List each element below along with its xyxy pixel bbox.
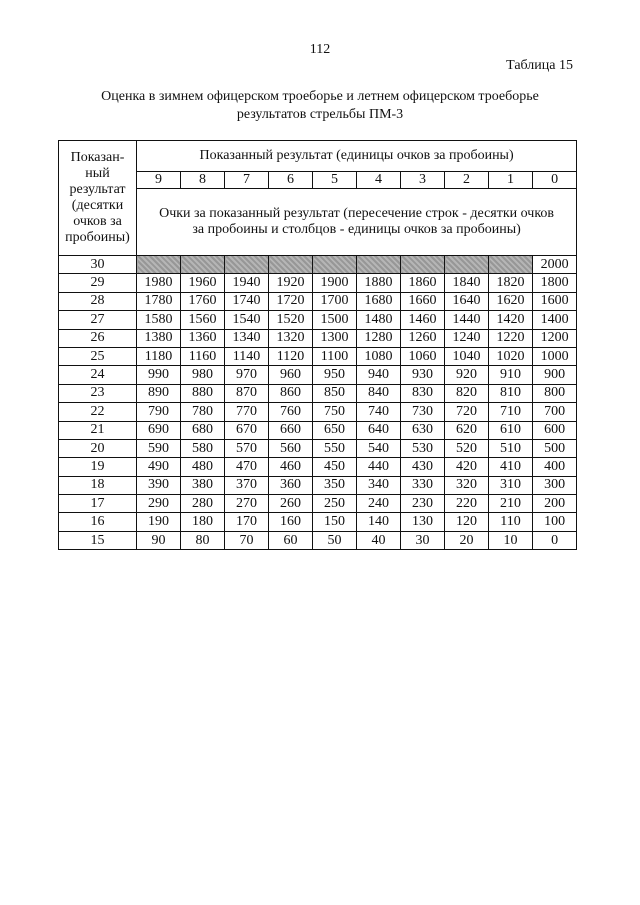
score-cell: 300 xyxy=(533,476,577,494)
score-cell: 460 xyxy=(269,458,313,476)
score-cell: 580 xyxy=(181,439,225,457)
score-cell: 1960 xyxy=(181,274,225,292)
tens-cell: 21 xyxy=(59,421,137,439)
corner-header-line: (десятки xyxy=(71,198,124,213)
score-cell: 1120 xyxy=(269,347,313,365)
score-cell: 310 xyxy=(489,476,533,494)
score-cell: 1240 xyxy=(445,329,489,347)
score-cell: 550 xyxy=(313,439,357,457)
score-cell: 40 xyxy=(357,531,401,549)
score-cell: 920 xyxy=(445,366,489,384)
score-cell: 900 xyxy=(533,366,577,384)
score-cell xyxy=(445,256,489,274)
score-cell: 880 xyxy=(181,384,225,402)
score-cell: 1740 xyxy=(225,292,269,310)
score-cell: 90 xyxy=(137,531,181,549)
score-cell: 1900 xyxy=(313,274,357,292)
score-cell: 120 xyxy=(445,513,489,531)
score-cell: 1760 xyxy=(181,292,225,310)
score-cell: 700 xyxy=(533,403,577,421)
score-cell: 320 xyxy=(445,476,489,494)
score-cell: 350 xyxy=(313,476,357,494)
score-cell: 130 xyxy=(401,513,445,531)
score-cell: 830 xyxy=(401,384,445,402)
score-cell: 560 xyxy=(269,439,313,457)
units-header: Показанный результат (единицы очков за пробоины) xyxy=(137,141,577,172)
score-cell: 690 xyxy=(137,421,181,439)
score-cell: 710 xyxy=(489,403,533,421)
score-cell: 390 xyxy=(137,476,181,494)
score-cell: 1380 xyxy=(137,329,181,347)
table-row xyxy=(59,458,577,476)
score-cell: 380 xyxy=(181,476,225,494)
title-line-1: Оценка в зимнем офицерском троеборье и летнем офицерском троеборье xyxy=(101,89,539,104)
score-cell: 1300 xyxy=(313,329,357,347)
score-cell: 400 xyxy=(533,458,577,476)
score-cell: 420 xyxy=(445,458,489,476)
score-cell: 1660 xyxy=(401,292,445,310)
corner-header-line: ный xyxy=(85,166,110,181)
page-number: 112 xyxy=(309,42,331,57)
tens-cell: 25 xyxy=(59,347,137,365)
score-cell: 330 xyxy=(401,476,445,494)
score-cell: 1400 xyxy=(533,311,577,329)
score-cell: 360 xyxy=(269,476,313,494)
score-cell: 1520 xyxy=(269,311,313,329)
unit-column-header: 3 xyxy=(401,172,445,189)
score-cell: 1800 xyxy=(533,274,577,292)
document-title xyxy=(0,88,640,124)
score-cell: 1200 xyxy=(533,329,577,347)
score-cell: 990 xyxy=(137,366,181,384)
score-cell: 1220 xyxy=(489,329,533,347)
table-row xyxy=(59,366,577,384)
score-cell: 540 xyxy=(357,439,401,457)
score-cell: 620 xyxy=(445,421,489,439)
score-cell: 220 xyxy=(445,495,489,513)
unit-column-header: 8 xyxy=(181,172,225,189)
score-cell: 1280 xyxy=(357,329,401,347)
score-cell: 0 xyxy=(533,531,577,549)
score-cell: 670 xyxy=(225,421,269,439)
unit-column-header: 6 xyxy=(269,172,313,189)
score-cell xyxy=(401,256,445,274)
score-cell: 720 xyxy=(445,403,489,421)
score-cell: 910 xyxy=(489,366,533,384)
score-cell: 500 xyxy=(533,439,577,457)
score-cell: 1880 xyxy=(357,274,401,292)
score-cell: 1780 xyxy=(137,292,181,310)
table-row xyxy=(59,439,577,457)
corner-header-line: Показан- xyxy=(70,150,125,165)
score-cell: 610 xyxy=(489,421,533,439)
score-cell xyxy=(313,256,357,274)
score-cell: 1480 xyxy=(357,311,401,329)
score-cell: 1500 xyxy=(313,311,357,329)
score-cell: 1640 xyxy=(445,292,489,310)
score-cell xyxy=(225,256,269,274)
score-cell: 810 xyxy=(489,384,533,402)
score-cell: 1700 xyxy=(313,292,357,310)
tens-cell: 16 xyxy=(59,513,137,531)
table-row xyxy=(59,531,577,549)
score-cell: 1940 xyxy=(225,274,269,292)
score-cell: 1340 xyxy=(225,329,269,347)
score-cell: 1620 xyxy=(489,292,533,310)
score-cell: 1860 xyxy=(401,274,445,292)
corner-header-line: очков за xyxy=(73,214,122,229)
score-cell: 1100 xyxy=(313,347,357,365)
score-cell: 870 xyxy=(225,384,269,402)
table-row xyxy=(59,256,577,274)
score-cell: 230 xyxy=(401,495,445,513)
tens-cell: 24 xyxy=(59,366,137,384)
score-cell: 480 xyxy=(181,458,225,476)
score-cell: 890 xyxy=(137,384,181,402)
score-cell: 850 xyxy=(313,384,357,402)
tens-cell: 27 xyxy=(59,311,137,329)
score-cell xyxy=(489,256,533,274)
score-cell: 750 xyxy=(313,403,357,421)
score-cell: 1680 xyxy=(357,292,401,310)
table-row xyxy=(59,513,577,531)
corner-header-line: результат xyxy=(69,182,126,197)
score-cell: 200 xyxy=(533,495,577,513)
score-cell: 100 xyxy=(533,513,577,531)
tens-cell: 18 xyxy=(59,476,137,494)
score-cell: 790 xyxy=(137,403,181,421)
tens-cell: 15 xyxy=(59,531,137,549)
score-cell: 410 xyxy=(489,458,533,476)
description-header xyxy=(137,189,577,256)
score-cell xyxy=(181,256,225,274)
score-cell: 490 xyxy=(137,458,181,476)
tens-cell: 30 xyxy=(59,256,137,274)
table-row xyxy=(59,347,577,365)
score-cell: 960 xyxy=(269,366,313,384)
score-cell: 590 xyxy=(137,439,181,457)
description-line-1: Очки за показанный результат (пересечение строк - десятки очков xyxy=(159,206,555,221)
tens-cell: 22 xyxy=(59,403,137,421)
score-cell: 1160 xyxy=(181,347,225,365)
score-cell: 240 xyxy=(357,495,401,513)
score-cell: 10 xyxy=(489,531,533,549)
score-cell: 760 xyxy=(269,403,313,421)
score-cell: 1000 xyxy=(533,347,577,365)
score-cell: 660 xyxy=(269,421,313,439)
tens-cell: 19 xyxy=(59,458,137,476)
score-cell: 190 xyxy=(137,513,181,531)
score-cell: 930 xyxy=(401,366,445,384)
score-cell: 170 xyxy=(225,513,269,531)
score-cell: 1460 xyxy=(401,311,445,329)
unit-column-header: 1 xyxy=(489,172,533,189)
score-cell: 70 xyxy=(225,531,269,549)
unit-columns-row xyxy=(59,172,577,189)
score-cell: 1540 xyxy=(225,311,269,329)
score-cell: 1420 xyxy=(489,311,533,329)
score-cell: 280 xyxy=(181,495,225,513)
score-cell: 150 xyxy=(313,513,357,531)
corner-header xyxy=(59,141,137,256)
unit-column-header: 2 xyxy=(445,172,489,189)
score-cell: 50 xyxy=(313,531,357,549)
tens-cell: 28 xyxy=(59,292,137,310)
score-cell: 1840 xyxy=(445,274,489,292)
table-row xyxy=(59,476,577,494)
score-cell: 1080 xyxy=(357,347,401,365)
score-cell: 450 xyxy=(313,458,357,476)
score-cell: 800 xyxy=(533,384,577,402)
score-cell: 510 xyxy=(489,439,533,457)
score-cell: 1060 xyxy=(401,347,445,365)
score-cell: 1600 xyxy=(533,292,577,310)
table-row xyxy=(59,495,577,513)
score-cell: 180 xyxy=(181,513,225,531)
score-cell: 1140 xyxy=(225,347,269,365)
score-cell: 1820 xyxy=(489,274,533,292)
score-cell: 1580 xyxy=(137,311,181,329)
score-cell: 340 xyxy=(357,476,401,494)
score-cell: 640 xyxy=(357,421,401,439)
score-cell: 260 xyxy=(269,495,313,513)
corner-header-line: пробоины) xyxy=(65,230,130,245)
description-line-2: за пробоины и столбцов - единицы очков за пробоины) xyxy=(192,222,521,237)
score-cell: 730 xyxy=(401,403,445,421)
title-line-2: результатов стрельбы ПМ-3 xyxy=(236,107,404,122)
score-cell: 780 xyxy=(181,403,225,421)
score-cell: 80 xyxy=(181,531,225,549)
score-cell: 440 xyxy=(357,458,401,476)
score-cell: 140 xyxy=(357,513,401,531)
score-cell: 1720 xyxy=(269,292,313,310)
score-cell: 820 xyxy=(445,384,489,402)
table-row xyxy=(59,384,577,402)
tens-cell: 20 xyxy=(59,439,137,457)
score-cell xyxy=(137,256,181,274)
score-cell: 1020 xyxy=(489,347,533,365)
score-cell: 840 xyxy=(357,384,401,402)
score-cell: 210 xyxy=(489,495,533,513)
score-cell xyxy=(357,256,401,274)
score-cell: 1040 xyxy=(445,347,489,365)
score-cell: 980 xyxy=(181,366,225,384)
score-cell: 2000 xyxy=(533,256,577,274)
table-label: Таблица 15 xyxy=(506,58,573,73)
score-cell: 650 xyxy=(313,421,357,439)
score-cell: 860 xyxy=(269,384,313,402)
score-cell: 20 xyxy=(445,531,489,549)
score-cell: 370 xyxy=(225,476,269,494)
score-cell: 60 xyxy=(269,531,313,549)
score-cell: 30 xyxy=(401,531,445,549)
score-cell: 1320 xyxy=(269,329,313,347)
unit-column-header: 5 xyxy=(313,172,357,189)
score-cell: 1980 xyxy=(137,274,181,292)
score-cell: 740 xyxy=(357,403,401,421)
tens-cell: 29 xyxy=(59,274,137,292)
tens-cell: 23 xyxy=(59,384,137,402)
score-cell: 1360 xyxy=(181,329,225,347)
score-cell: 570 xyxy=(225,439,269,457)
score-cell: 970 xyxy=(225,366,269,384)
score-cell: 1440 xyxy=(445,311,489,329)
tens-cell: 17 xyxy=(59,495,137,513)
score-cell: 1920 xyxy=(269,274,313,292)
score-cell: 160 xyxy=(269,513,313,531)
score-cell: 1180 xyxy=(137,347,181,365)
table-row xyxy=(59,292,577,310)
tens-cell: 26 xyxy=(59,329,137,347)
score-cell: 680 xyxy=(181,421,225,439)
score-table xyxy=(58,140,577,550)
unit-column-header: 0 xyxy=(533,172,577,189)
score-cell: 600 xyxy=(533,421,577,439)
score-cell: 530 xyxy=(401,439,445,457)
table-row xyxy=(59,329,577,347)
unit-column-header: 7 xyxy=(225,172,269,189)
score-cell: 250 xyxy=(313,495,357,513)
unit-column-header: 9 xyxy=(137,172,181,189)
score-cell: 430 xyxy=(401,458,445,476)
table-row xyxy=(59,311,577,329)
score-cell: 1260 xyxy=(401,329,445,347)
score-cell xyxy=(269,256,313,274)
score-cell: 270 xyxy=(225,495,269,513)
score-cell: 940 xyxy=(357,366,401,384)
score-cell: 1560 xyxy=(181,311,225,329)
score-cell: 630 xyxy=(401,421,445,439)
table-row xyxy=(59,274,577,292)
score-cell: 290 xyxy=(137,495,181,513)
score-cell: 520 xyxy=(445,439,489,457)
table-row xyxy=(59,403,577,421)
unit-column-header: 4 xyxy=(357,172,401,189)
table-row xyxy=(59,421,577,439)
score-cell: 770 xyxy=(225,403,269,421)
score-cell: 470 xyxy=(225,458,269,476)
score-cell: 950 xyxy=(313,366,357,384)
score-cell: 110 xyxy=(489,513,533,531)
